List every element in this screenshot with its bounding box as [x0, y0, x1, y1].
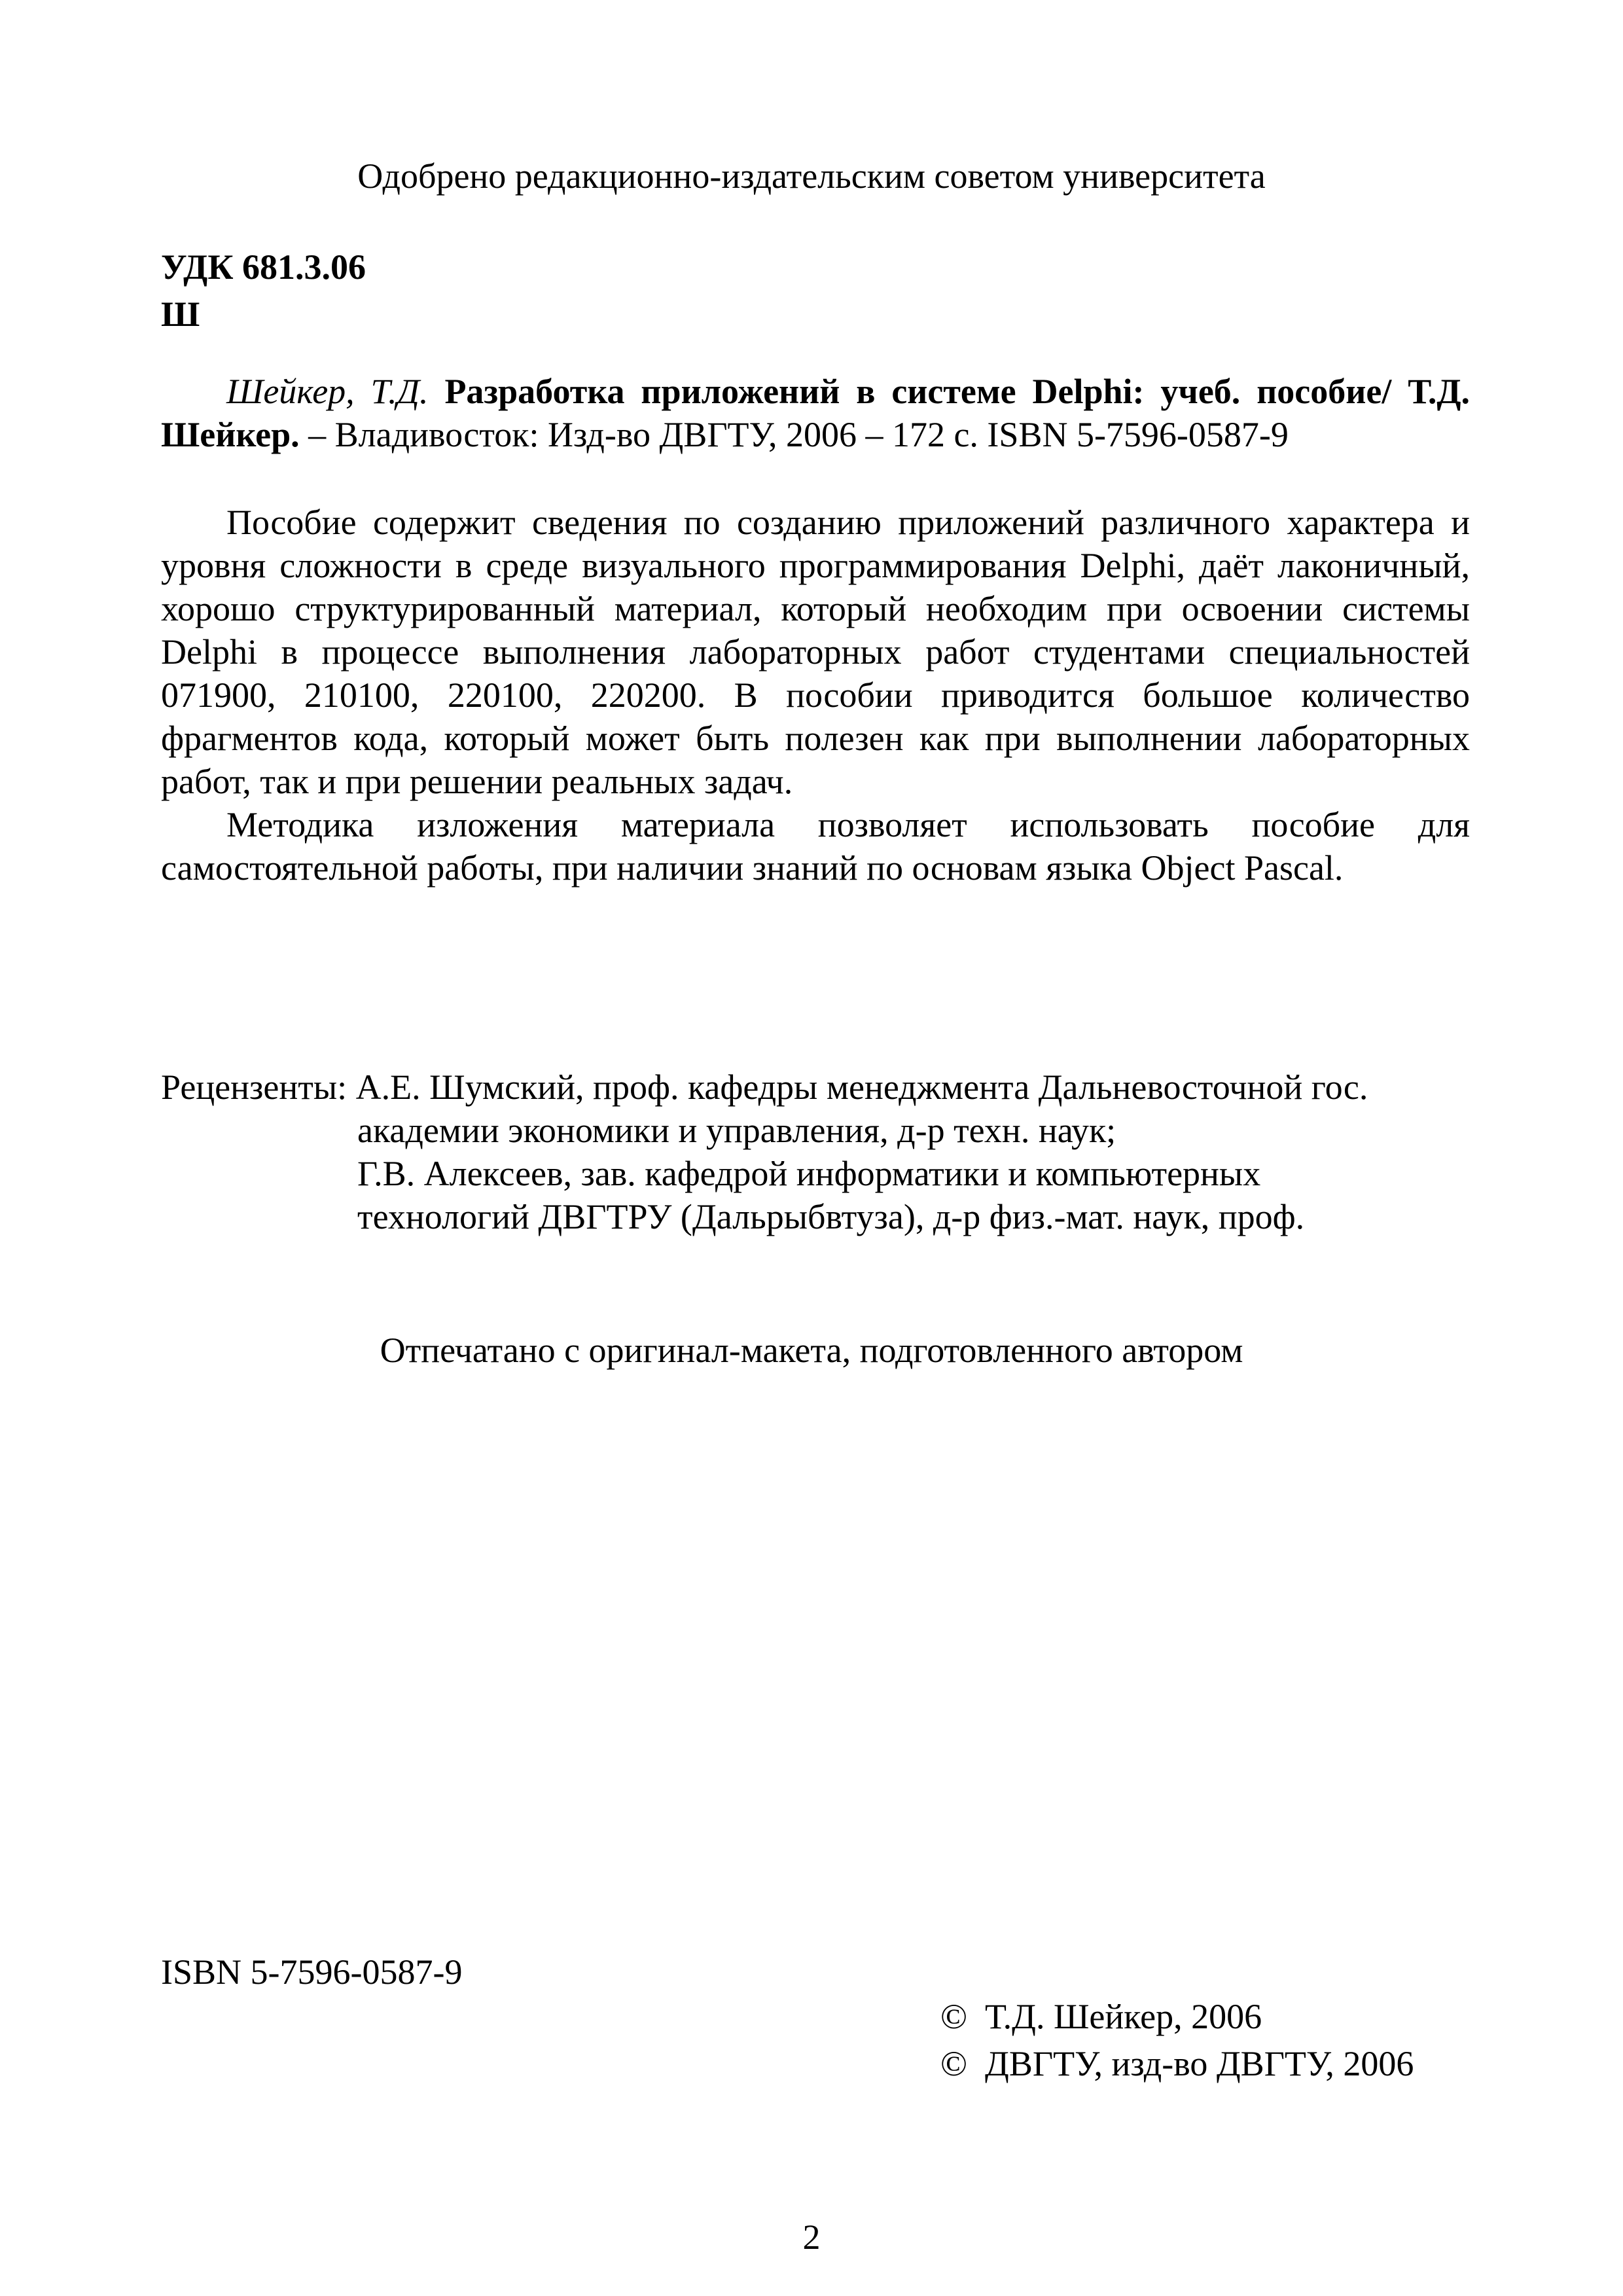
- bibliographic-entry: [161, 370, 1470, 456]
- abstract-paragraph: Пособие содержит сведения по созданию приложений различного характера и уровня сложности в среде визуального программирования Delphi, даёт лаконичный, хорошо структурированный материал, который необходим при освоении системы Delphi в процессе выполнения лабораторных работ студентами специальностей 071900, 210100, 220100, 220200. В пособии приводится большое количество фрагментов кода, который может быть полезен как при выполнении лабораторных работ, так и при решении реальных задач.: [161, 503, 1470, 801]
- reviewer-line: [161, 1066, 1470, 1109]
- reviewer-text: академии экономики и управления, д-р техн. наук;: [357, 1111, 1116, 1150]
- reviewers-label: Рецензенты:: [161, 1067, 356, 1107]
- bib-title: Разработка приложений в системе Delphi: учеб. пособие/ Т.Д. Шейкер.: [161, 372, 1470, 454]
- abstract: [161, 501, 1470, 889]
- bibliographic-record: [161, 370, 1470, 456]
- author-sign: Ш: [161, 295, 200, 334]
- isbn: ISBN 5-7596-0587-9: [161, 1952, 463, 1992]
- copyright-block: [940, 1993, 1414, 2087]
- reviewers-block: [161, 1066, 1470, 1238]
- copyright-line: © Т.Д. Шейкер, 2006: [940, 1997, 1262, 2036]
- printing-note: Отпечатано с оригинал-макета, подготовленного автором: [380, 1331, 1243, 1370]
- bib-publication: – Владивосток: Изд-во ДВГТУ, 2006 – 172 с. ISBN 5-7596-0587-9: [308, 415, 1289, 454]
- reviewer-text: Г.В. Алексеев, зав. кафедрой информатики и компьютерных: [357, 1154, 1261, 1193]
- udk-code: УДК 681.3.06: [161, 247, 366, 287]
- bib-author: Шейкер, Т.Д.: [226, 372, 429, 411]
- reviewer-text: А.Е. Шумский, проф. кафедры менеджмента Дальневосточной гос.: [355, 1067, 1368, 1107]
- reviewer-text: технологий ДВГТРУ (Дальрыбвтуза), д-р физ.-мат. наук, проф.: [357, 1197, 1305, 1236]
- abstract-paragraph: Методика изложения материала позволяет использовать пособие для самостоятельной работы, при наличии знаний по основам языка Object Pascal.: [161, 805, 1470, 888]
- page-number: 2: [802, 2217, 821, 2257]
- approval-note: Одобрено редакционно-издательским советом университета: [357, 156, 1266, 196]
- copyright-line: © ДВГТУ, изд-во ДВГТУ, 2006: [940, 2044, 1414, 2083]
- udk-block: [161, 243, 366, 338]
